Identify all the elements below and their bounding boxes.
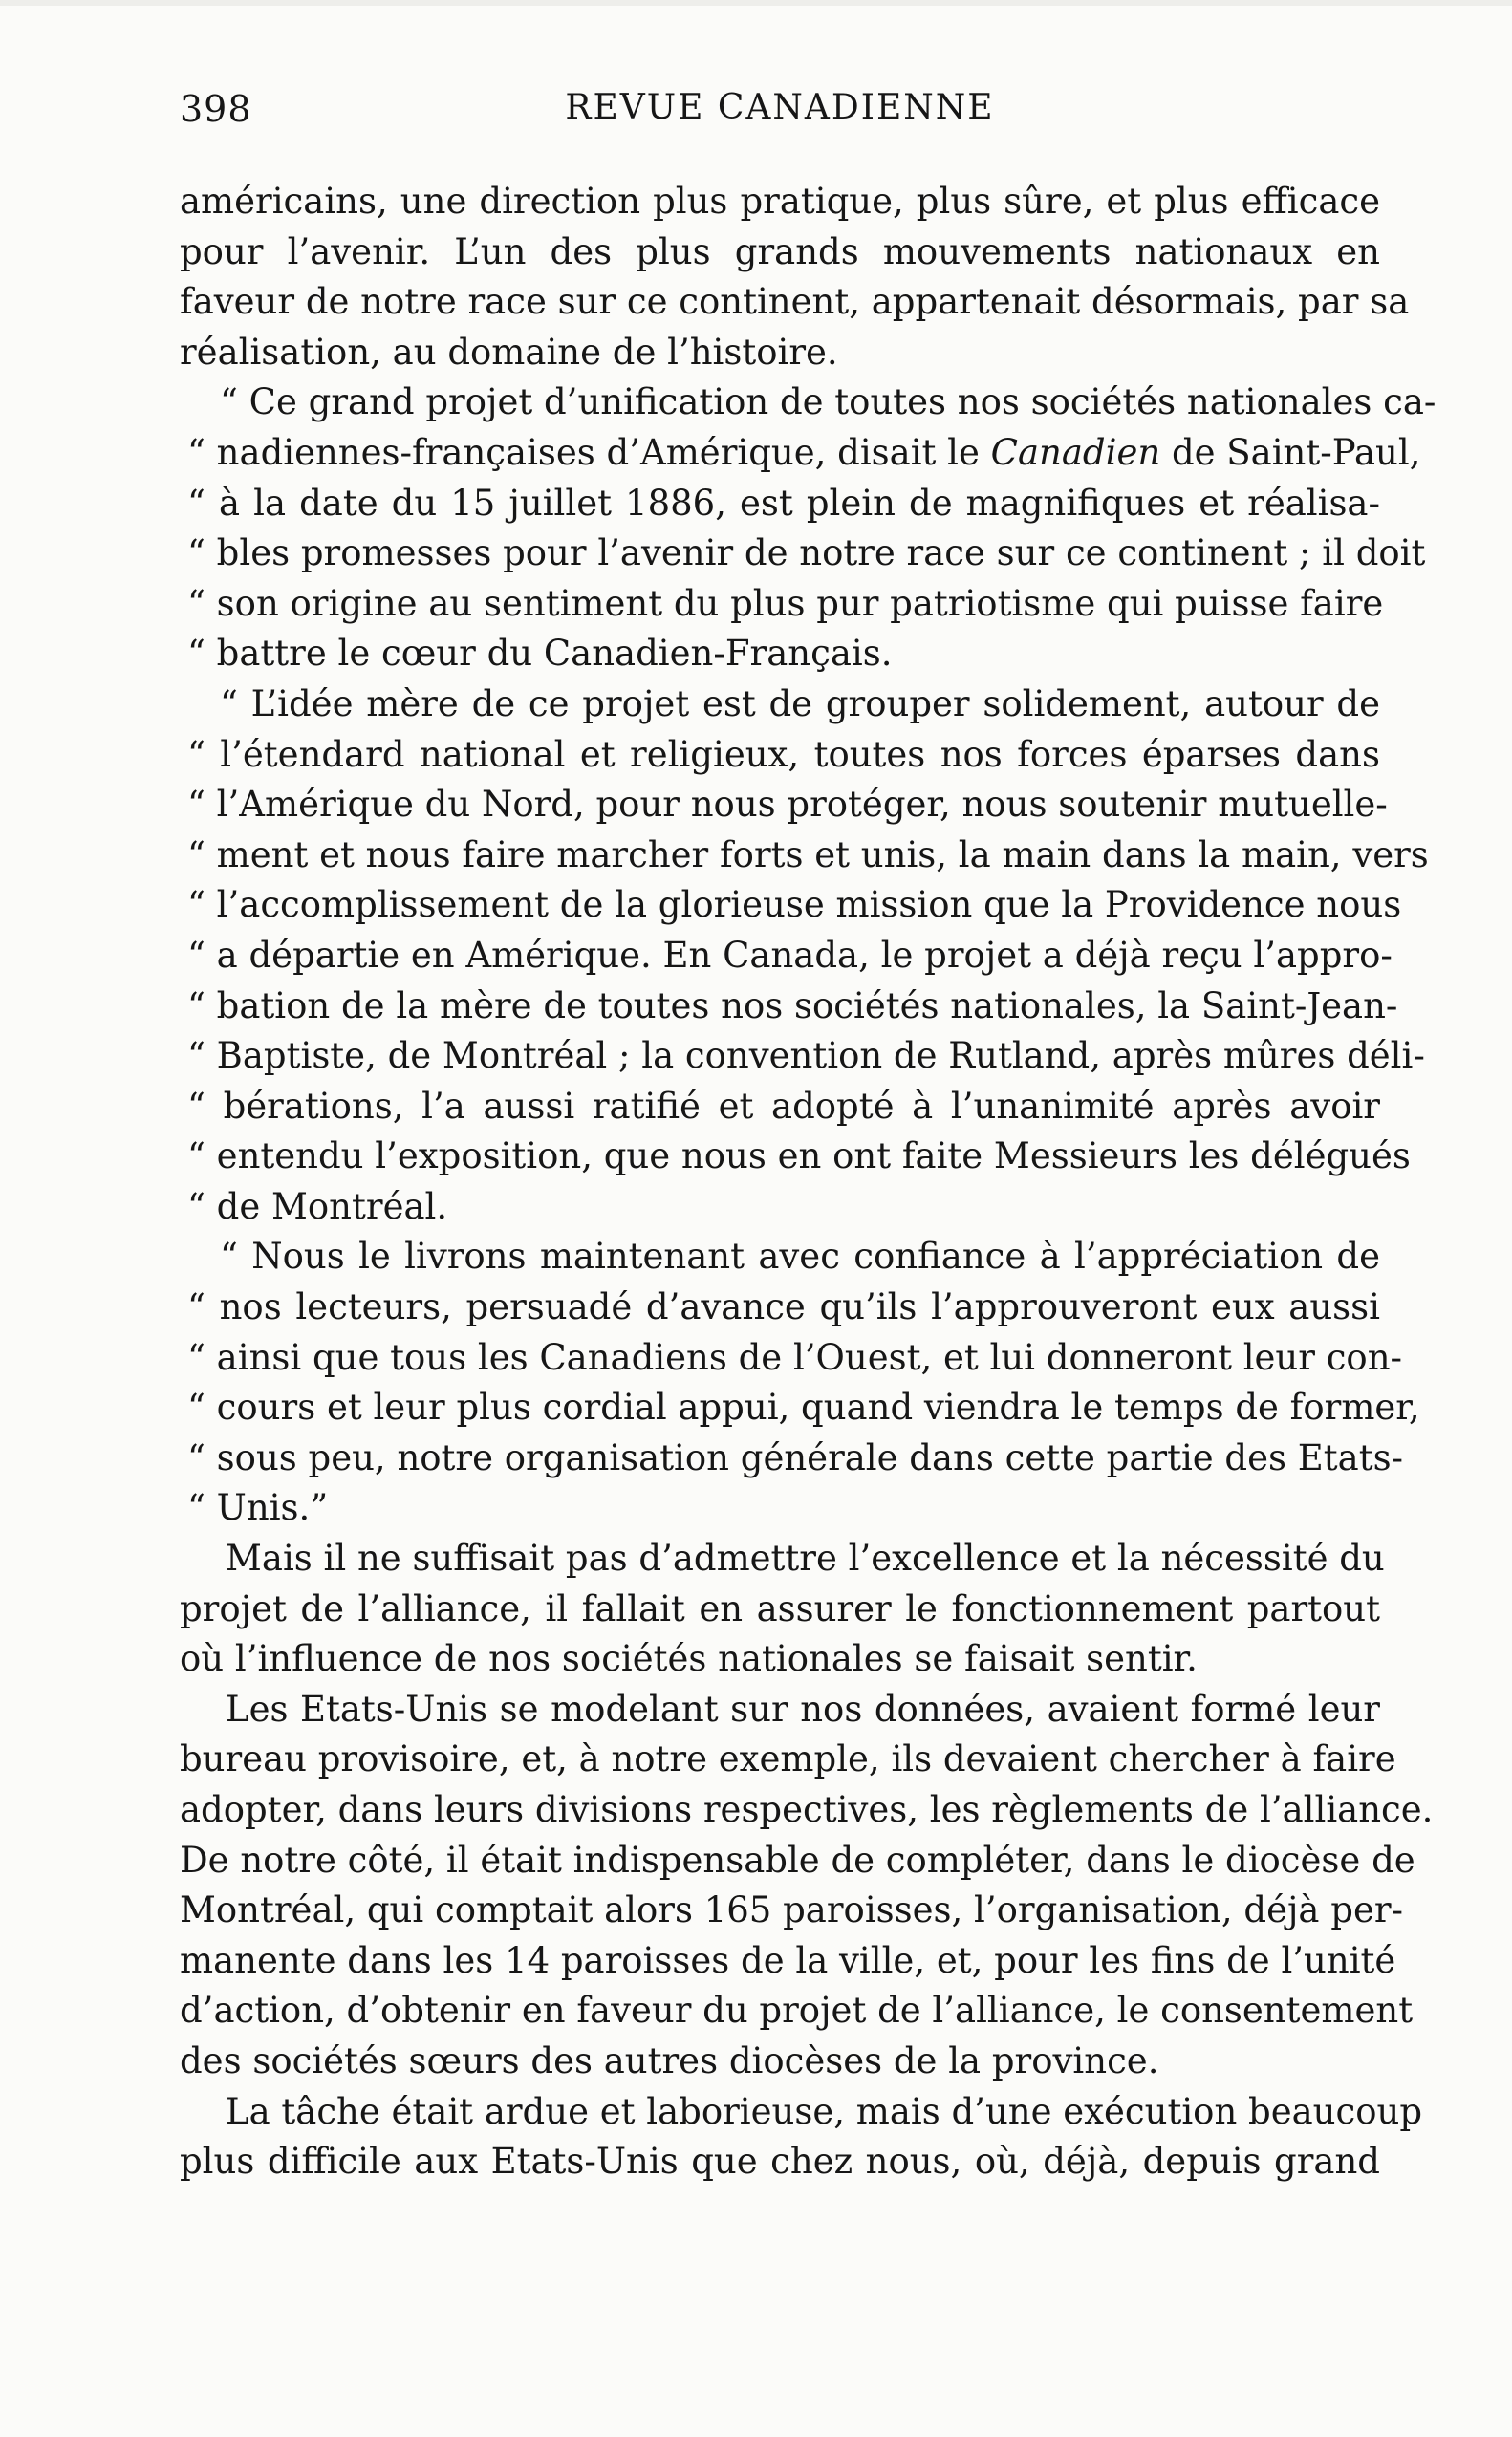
text-line: Montréal, qui comptait alors 165 paroisses, l’organisation, déjà per- (180, 1889, 1404, 1931)
quote-line: “ Nous le livrons maintenant avec confiance à l’appréciation de (220, 1236, 1380, 1278)
quote-line: “ l’étendard national et religieux, toutes nos forces éparses dans (187, 733, 1380, 775)
quote-line: “ cours et leur plus cordial appui, quand viendra le temps de former, (187, 1387, 1420, 1429)
text-line: La tâche était ardue et laborieuse, mais d’une exécution beaucoup (226, 2090, 1423, 2132)
quote-line: “ entendu l’exposition, que nous en ont faite Messieurs les délégués (187, 1135, 1411, 1177)
running-head (180, 88, 1380, 145)
quote-line: “ Unis.” (187, 1487, 329, 1529)
quote-line: “ ainsi que tous les Canadiens de l’Ouest, et lui donneront leur con- (187, 1336, 1403, 1378)
quote-line: “ bérations, l’a aussi ratifié et adopté à l’unanimité après avoir (187, 1085, 1380, 1127)
quote-line: “ bles promesses pour l’avenir de notre race sur ce continent ; il doit (187, 532, 1426, 574)
page-number: 398 (180, 88, 252, 130)
text-line: Mais il ne suffisait pas d’admettre l’excellence et la nécessité du (226, 1538, 1385, 1580)
quote-line: “ à la date du 15 juillet 1886, est plein de magnifiques et réalisa- (187, 482, 1380, 524)
text-line: De notre côté, il était indispensable de compléter, dans le diocèse de (180, 1839, 1415, 1881)
newspaper-title: Canadien (990, 431, 1161, 473)
quote-line: “ Ce grand projet d’unification de toutes nos sociétés nationales ca- (220, 381, 1436, 423)
quote-line: “ L’idée mère de ce projet est de grouper solidement, autour de (220, 682, 1380, 724)
text-line: Les Etats-Unis se modelant sur nos données, avaient formé leur (226, 1688, 1380, 1730)
quote-line: “ Baptiste, de Montréal ; la convention de Rutland, après mûres déli- (187, 1035, 1425, 1077)
quote-line: “ l’Amérique du Nord, pour nous protéger, nous soutenir mutuelle- (187, 784, 1388, 826)
quote-line: “ ment et nous faire marcher forts et unis, la main dans la main, vers (187, 833, 1429, 875)
text-line: réalisation, au domaine de l’histoire. (180, 331, 838, 373)
text-line: adopter, dans leurs divisions respectives, les règlements de l’alliance. (180, 1789, 1434, 1830)
quote-line: “ a départie en Amérique. En Canada, le projet a déjà reçu l’appro- (187, 934, 1393, 976)
text-line: manente dans les 14 paroisses de la ville, et, pour les fins de l’unité (180, 1939, 1396, 1981)
text-line: faveur de notre race sur ce continent, appartenait désormais, par sa (180, 281, 1410, 323)
text-line: plus difficile aux Etats-Unis que chez nous, où, déjà, depuis grand (180, 2141, 1380, 2183)
text-line: pour l’avenir. L’un des plus grands mouvements nationaux en (180, 230, 1380, 272)
quote-line: “ nadiennes-françaises d’Amérique, disait le Canadien de Saint-Paul, (187, 431, 1421, 473)
text-line: projet de l’alliance, il fallait en assurer le fonctionnement partout (180, 1587, 1380, 1629)
quote-line: “ son origine au sentiment du plus pur patriotisme qui puisse faire (187, 582, 1384, 624)
text-line: américains, une direction plus pratique, plus sûre, et plus efficace (180, 181, 1380, 222)
text-line: où l’influence de nos sociétés nationales se faisait sentir. (180, 1638, 1198, 1680)
text-line: des sociétés sœurs des autres diocèses de la province. (180, 2039, 1159, 2081)
quote-line: “ sous peu, notre organisation générale dans cette partie des Etats- (187, 1436, 1404, 1478)
quote-line: “ battre le cœur du Canadien-Français. (187, 633, 893, 675)
text-line: bureau provisoire, et, à notre exemple, ils devaient chercher à faire (180, 1738, 1396, 1780)
quote-line: “ bation de la mère de toutes nos sociétés nationales, la Saint-Jean- (187, 984, 1398, 1026)
journal-title: REVUE CANADIENNE (565, 88, 995, 127)
quote-line: “ l’accomplissement de la glorieuse mission que la Providence nous (187, 884, 1402, 926)
body-text (180, 177, 1436, 2188)
scan-smudge (0, 0, 1512, 6)
quote-line: “ de Montréal. (187, 1185, 448, 1227)
text-line: d’action, d’obtenir en faveur du projet de l’alliance, le consentement (180, 1990, 1414, 2032)
quote-line: “ nos lecteurs, persuadé d’avance qu’ils l’approuveront eux aussi (187, 1286, 1380, 1328)
